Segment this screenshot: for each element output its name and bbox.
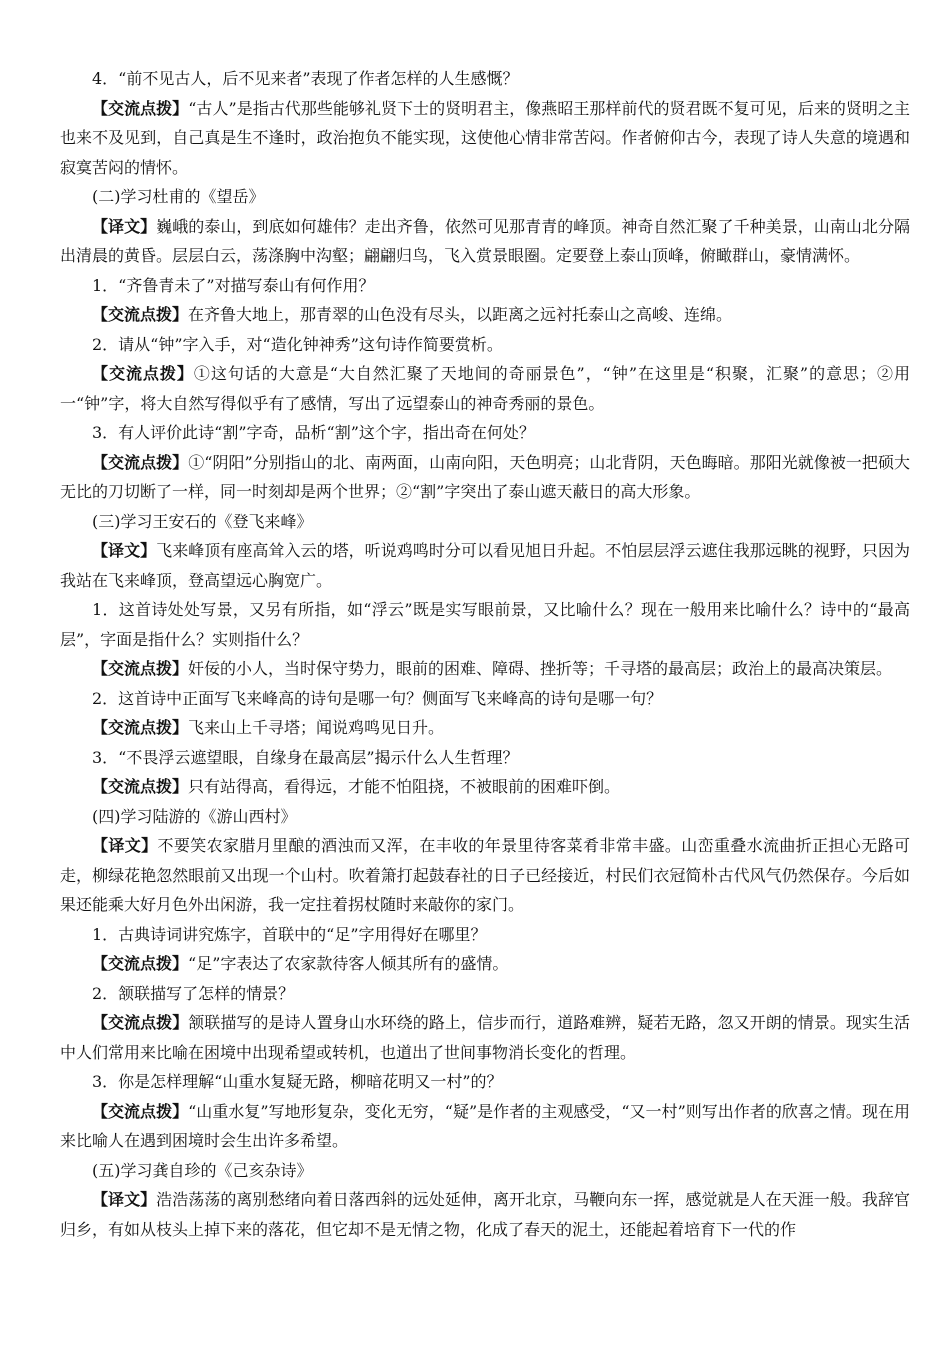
answer: 【交流点拨】飞来山上千寻塔；闻说鸡鸣见日升。 [92, 718, 445, 737]
question: 2．请从“钟”字入手，对“造化钟神秀”这句诗作简要赏析。 [92, 334, 503, 354]
answer-label: 【交流点拨】 [92, 98, 189, 118]
translation-label: 【译文】 [92, 216, 157, 236]
question: 3．“不畏浮云遮望眼，自缘身在最高层”揭示什么人生哲理？ [92, 747, 519, 767]
section-heading: (五)学习龚自珍的《己亥杂诗》 [92, 1160, 313, 1180]
answer-label: 【交流点拨】 [92, 1101, 189, 1121]
translation: 【译文】不要笑农家腊月里酿的酒浊而又浑，在丰收的年景里待客菜肴非常丰盛。山峦重叠水流曲折正担心无路可走，柳绿花艳忽然眼前又出现一个山村。吹着箫打起鼓春社的日子已经接近，村民们衣冠简朴古代风气仍然保存。今后如果还能乘大好月色外出闲游，我一定拄着拐杖随时来敲你的家门。 [60, 836, 910, 914]
answer: 【交流点拨】①“阴阳”分别指山的北、南两面，山南向阳，天色明亮；山北背阴，天色晦暗。那阳光就像被一把硕大无比的刀切断了一样，同一时刻却是两个世界；②“割”字突出了泰山遮天蔽日的高大形象。 [60, 452, 910, 501]
translation: 【译文】浩浩荡荡的离别愁绪向着日落西斜的远处延伸，离开北京，马鞭向东一挥，感觉就是人在天涯一般。我辞官归乡，有如从枝头上掉下来的落花，但它却不是无情之物，化成了春天的泥土，还能起着培育下一代的作 [60, 1190, 910, 1239]
question: 1．这首诗处处写景，又另有所指，如“浮云”既是实写眼前景，又比喻什么？现在一般用来比喻什么？诗中的“最高层”，字面是指什么？实则指什么？ [60, 600, 910, 649]
question: 3．你是怎样理解“山重水复疑无路，柳暗花明又一村”的？ [92, 1072, 503, 1091]
answer: 【交流点拨】“古人”是指古代那些能够礼贤下士的贤明君主，像燕昭王那样前代的贤君既不复可见，后来的贤明之主也来不及见到，自己真是生不逢时，政治抱负不能实现，这使他心情非常苦闷。作者俯仰古今，表现了诗人失意的境遇和寂寞苦闷的情怀。 [60, 98, 910, 177]
document-page [60, 64, 910, 1244]
question: 1．“齐鲁青未了”对描写泰山有何作用？ [92, 275, 375, 295]
question-4: 4．“前不见古人，后不见来者”表现了作者怎样的人生感慨？ [92, 69, 519, 88]
answer-label: 【交流点拨】 [92, 305, 189, 324]
answer: 【交流点拨】“山重水复”写地形复杂，变化无穷，“疑”是作者的主观感受，“又一村”则写出作者的欣喜之情。现在用来比喻人在遇到困境时会生出许多希望。 [60, 1101, 910, 1150]
translation: 【译文】巍峨的泰山，到底如何雄伟？走出齐鲁，依然可见那青青的峰顶。神奇自然汇聚了千种美景，山南山北分隔出清晨的黄昏。层层白云，荡涤胸中沟壑；翩翩归鸟，飞入赏景眼圈。定要登上泰山顶峰，俯瞰群山，豪情满怀。 [60, 216, 910, 265]
answer-label: 【交流点拨】 [92, 718, 189, 737]
answer-label: 【交流点拨】 [92, 659, 189, 678]
answer: 【交流点拨】只有站得高，看得远，才能不怕阻挠，不被眼前的困难吓倒。 [92, 777, 621, 796]
section-heading: (三)学习王安石的《登飞来峰》 [92, 511, 313, 531]
answer-label: 【交流点拨】 [92, 1013, 189, 1032]
section-heading: (四)学习陆游的《游山西村》 [92, 806, 297, 826]
answer-label: 【交流点拨】 [92, 777, 189, 796]
question: 2．这首诗中正面写飞来峰高的诗句是哪一句？侧面写飞来峰高的诗句是哪一句？ [92, 688, 663, 708]
translation-label: 【译文】 [92, 836, 158, 855]
answer: 【交流点拨】①这句话的大意是“大自然汇聚了天地间的奇丽景色”，“钟”在这里是“积聚，汇聚”的意思；②用一“钟”字，将大自然写得似乎有了感情，写出了远望泰山的神奇秀丽的景色。 [60, 364, 910, 413]
answer-label: 【交流点拨】 [92, 452, 189, 472]
answer: 【交流点拨】在齐鲁大地上，那青翠的山色没有尽头，以距离之远衬托泰山之高峻、连绵。 [92, 305, 733, 324]
translation-label: 【译文】 [92, 1190, 157, 1209]
question: 3．有人评价此诗“割”字奇，品析“割”这个字，指出奇在何处？ [92, 423, 535, 442]
answer-label: 【交流点拨】 [92, 954, 189, 973]
translation-label: 【译文】 [92, 541, 157, 560]
answer: 【交流点拨】奸佞的小人，当时保守势力，眼前的困难、障碍、挫折等；千寻塔的最高层；政治上的最高决策层。 [92, 659, 893, 678]
answer: 【交流点拨】“足”字表达了农家款待客人倾其所有的盛情。 [92, 954, 509, 973]
answer-label: 【交流点拨】 [92, 364, 194, 383]
section-heading: (二)学习杜甫的《望岳》 [92, 187, 265, 206]
question: 2．颔联描写了怎样的情景？ [92, 983, 295, 1003]
translation: 【译文】飞来峰顶有座高耸入云的塔，听说鸡鸣时分可以看见旭日升起。不怕层层浮云遮住我那远眺的视野，只因为我站在飞来峰顶，登高望远心胸宽广。 [60, 541, 910, 590]
answer: 【交流点拨】颔联描写的是诗人置身山水环绕的路上，信步而行，道路难辨，疑若无路，忽又开朗的情景。现实生活中人们常用来比喻在困境中出现希望或转机，也道出了世间事物消长变化的哲理。 [60, 1013, 910, 1062]
question: 1．古典诗词讲究炼字，首联中的“足”字用得好在哪里？ [92, 924, 487, 944]
